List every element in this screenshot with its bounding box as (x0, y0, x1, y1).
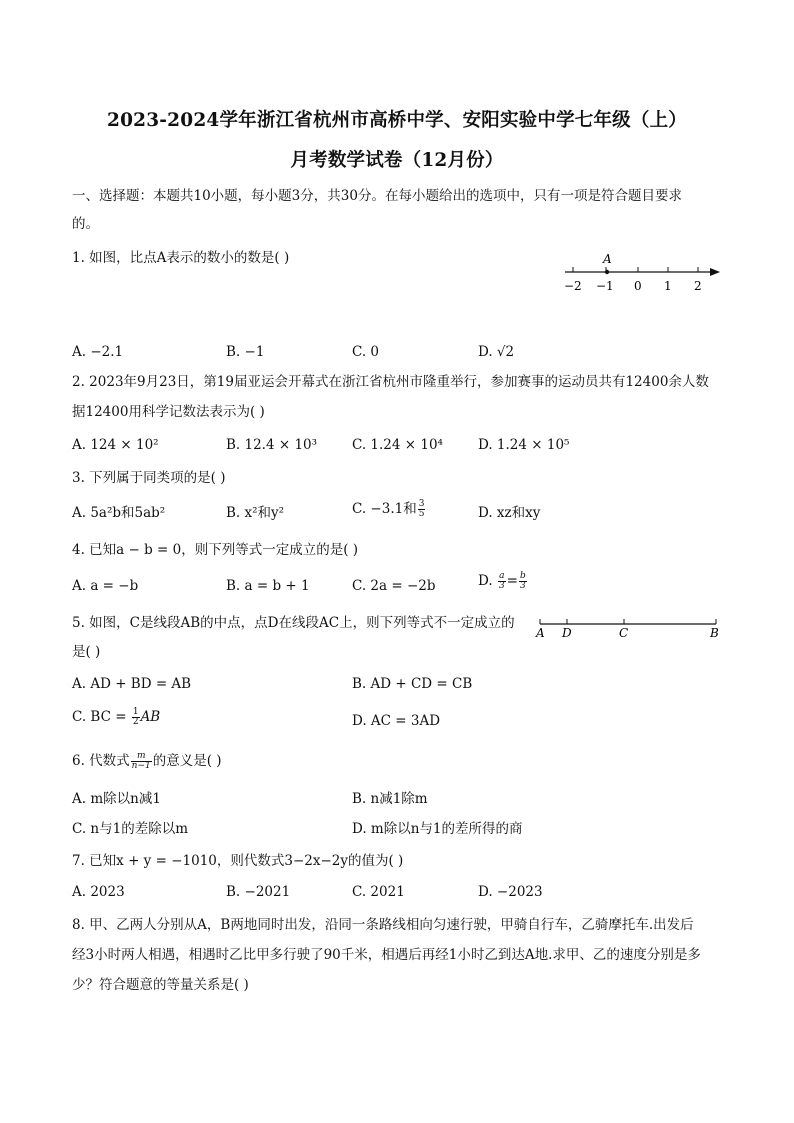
q6-stem (72, 752, 222, 771)
q1-stem: 1. 如图，比点A表示的数小的数是( ) (72, 250, 290, 266)
q1-option-a[interactable]: A. −2.1 (72, 344, 124, 360)
section-heading-line1: 一、选择题：本题共10小题，每小题3分，共30分。在每小题给出的选项中，只有一项是符合题目要求 (72, 188, 682, 204)
q3-option-c-fraction (418, 500, 426, 519)
q5-option-b[interactable]: B. AD + CD = CB (352, 676, 473, 692)
q2-option-d[interactable]: D. 1.24 × 10⁵ (478, 437, 570, 453)
fraction-denominator: 3 (520, 581, 526, 591)
q1-tick-label: −2 (564, 279, 582, 293)
fraction-denominator: 2 (132, 717, 139, 727)
q5-stem-line2: 是( ) (72, 644, 101, 660)
q1-number-line-figure (560, 250, 730, 296)
q2-stem-line1: 2. 2023年9月23日，第19届亚运会开幕式在浙江省杭州市隆重举行，参加赛事的运动员共有12400余人数 (72, 374, 709, 390)
q1-point-a-label: A (603, 252, 612, 266)
q6-option-b[interactable]: B. n减1除m (352, 791, 428, 807)
q4-option-b[interactable]: B. a = b + 1 (226, 578, 310, 594)
q3-option-a[interactable]: A. 5a²b和5ab² (72, 505, 166, 521)
q1-option-b[interactable]: B. −1 (226, 344, 265, 360)
exam-title-line1: 2023-2024学年浙江省杭州市高桥中学、安阳实验中学七年级（上） (107, 110, 687, 131)
q4-option-d-fraction-left (498, 572, 506, 591)
q5-segment-figure (534, 612, 724, 642)
fraction-denominator: 5 (418, 509, 425, 519)
q3-option-c[interactable] (352, 500, 426, 519)
q1-tick-label: 1 (664, 279, 672, 293)
q6-stem-fraction (131, 752, 152, 771)
fraction-numerator: 3 (418, 499, 425, 509)
q5-option-a[interactable]: A. AD + BD = AB (72, 676, 192, 692)
q1-option-c[interactable]: C. 0 (352, 344, 380, 360)
q8-stem-line3: 少？符合题意的等量关系是( ) (72, 977, 249, 993)
q8-stem-line2: 经3小时两人相遇，相遇时乙比甲多行驶了90千米，相遇后再经1小时乙到达A地.求甲、乙的速度分别是多 (72, 947, 701, 963)
q6-option-a[interactable]: A. m除以n减1 (72, 791, 161, 807)
q2-option-b[interactable]: B. 12.4 × 10³ (226, 437, 318, 453)
q5-option-c-tail: AB (140, 709, 161, 725)
exam-title-line2: 月考数学试卷（12月份） (290, 150, 504, 171)
q6-stem-post: 的意义是( ) (152, 753, 222, 769)
q4-option-d-fraction-right (519, 572, 527, 591)
q6-stem-pre: 6. 代数式 (72, 753, 130, 769)
q5-stem-line1: 5. 如图，C是线段AB的中点，点D在线段AC上，则下列等式不一定成立的 (72, 615, 515, 631)
q2-option-a[interactable]: A. 124 × 10² (72, 437, 159, 453)
q5-option-c-fraction (132, 708, 140, 727)
q3-option-d[interactable]: D. xz和xy (478, 505, 541, 521)
q1-option-d[interactable]: D. √2 (478, 344, 515, 360)
fraction-numerator: b (519, 571, 526, 581)
q2-stem-line2: 据12400用科学记数法表示为( ) (72, 404, 265, 420)
q7-stem: 7. 已知x + y = −1010，则代数式3−2x−2y的值为( ) (72, 853, 404, 869)
q1-tick-label: 0 (634, 279, 642, 293)
q4-stem: 4. 已知a − b = 0，则下列等式一定成立的是( ) (72, 542, 359, 558)
q8-stem-line1: 8. 甲、乙两人分别从A，B两地同时出发，沿同一条路线相向匀速行驶，甲骑自行车，乙骑摩托车.出发后 (72, 917, 694, 933)
fraction-denominator: n−1 (131, 761, 151, 771)
q4-option-a[interactable]: A. a = −b (72, 578, 139, 594)
q5-label-a: A (536, 626, 545, 640)
q5-label-b: B (710, 626, 719, 640)
q6-option-c[interactable]: C. n与1的差除以m (72, 821, 189, 837)
q5-option-d[interactable]: D. AC = 3AD (352, 713, 441, 729)
q4-option-d-label: D. (478, 573, 493, 589)
q7-option-d[interactable]: D. −2023 (478, 884, 543, 900)
q5-option-c-text: C. BC = (72, 709, 131, 725)
fraction-numerator: m (131, 752, 152, 762)
q5-label-d: D (562, 626, 572, 640)
q5-option-c[interactable] (72, 708, 160, 727)
q4-option-d-equals: = (506, 573, 518, 589)
fraction-numerator: 1 (132, 707, 139, 717)
q4-option-c[interactable]: C. 2a = −2b (352, 578, 436, 594)
q4-option-d[interactable] (478, 572, 528, 591)
q1-point-a (605, 270, 609, 274)
q3-stem: 3. 下列属于同类项的是( ) (72, 470, 226, 486)
fraction-numerator: a (499, 571, 505, 581)
q3-option-b[interactable]: B. x²和y² (226, 505, 285, 521)
q3-option-c-text: C. −3.1和 (352, 501, 417, 517)
q7-option-a[interactable]: A. 2023 (72, 884, 125, 900)
q1-tick-label: −1 (596, 279, 614, 293)
q1-tick-label: 2 (694, 279, 702, 293)
q7-option-c[interactable]: C. 2021 (352, 884, 405, 900)
fraction-denominator: 3 (498, 581, 505, 591)
q7-option-b[interactable]: B. −2021 (226, 884, 291, 900)
q2-option-c[interactable]: C. 1.24 × 10⁴ (352, 437, 443, 453)
q6-option-d[interactable]: D. m除以n与1的差所得的商 (352, 821, 523, 837)
q5-label-c: C (619, 626, 629, 640)
section-heading-line2: 的。 (72, 216, 99, 232)
